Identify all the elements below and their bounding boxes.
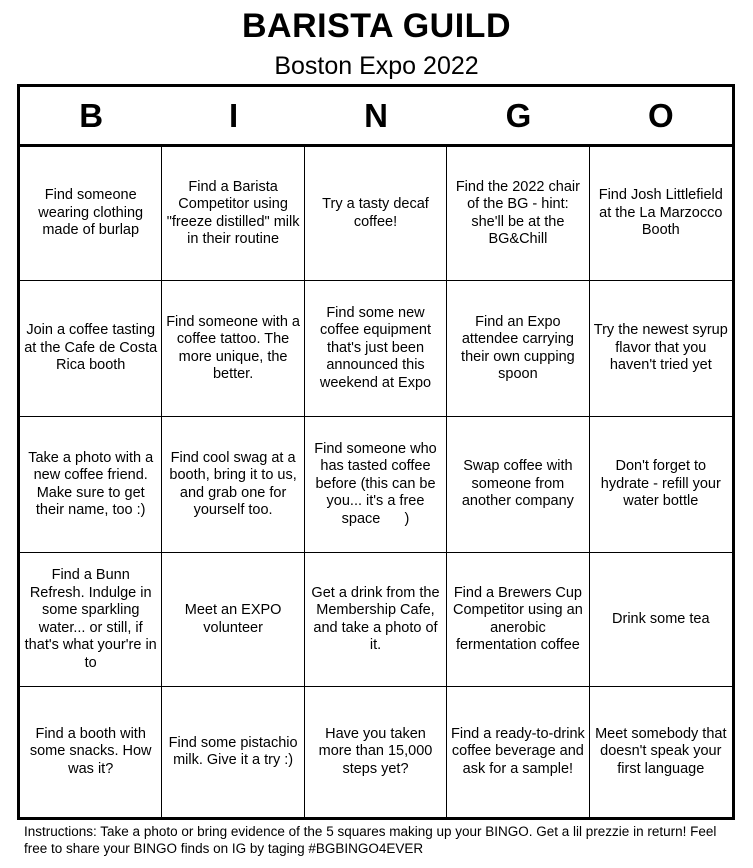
bingo-cell-r1-c4: Find the 2022 chair of the BG - hint: she'll be at the BG&Chill (447, 147, 589, 281)
page-subtitle: Boston Expo 2022 (274, 52, 479, 80)
bingo-grid (20, 147, 732, 817)
bingo-cell-r2-c4: Find an Expo attendee carrying their own cupping spoon (447, 281, 589, 417)
page-title: BARISTA GUILD (241, 7, 512, 45)
bingo-cell-r5-c3: Have you taken more than 15,000 steps yet? (305, 687, 447, 817)
bingo-cell-r3-c5: Don't forget to hydrate - refill your water bottle (590, 417, 732, 553)
bingo-cell-r4-c4: Find a Brewers Cup Competitor using an anerobic fermentation coffee (447, 553, 589, 687)
bingo-board (17, 84, 735, 820)
bingo-cell-r5-c2: Find some pistachio milk. Give it a try :) (162, 687, 304, 817)
bingo-letter-g: G (505, 97, 532, 134)
instructions-text: Instructions: Take a photo or bring evidence of the 5 squares making up your BINGO. Get a lil prezzie in return! Feel free to share your BINGO finds on IG by taging #BGBINGO4EVER (24, 824, 717, 856)
bingo-cell-r2-c1: Join a coffee tasting at the Cafe de Costa Rica booth (20, 281, 162, 417)
bingo-cell-r3-c3-free-space: Find someone who has tasted coffee before (this can be you... it's a free space ) (305, 417, 447, 553)
bingo-cell-r5-c4: Find a ready-to-drink coffee beverage and ask for a sample! (447, 687, 589, 817)
bingo-cell-r4-c1: Find a Bunn Refresh. Indulge in some sparkling water... or still, if that's what your're in to (20, 553, 162, 687)
bingo-cell-r1-c1: Find someone wearing clothing made of burlap (20, 147, 162, 281)
bingo-cell-r1-c3: Try a tasty decaf coffee! (305, 147, 447, 281)
bingo-letter-i: I (229, 97, 239, 134)
bingo-cell-r4-c5: Drink some tea (590, 553, 732, 687)
bingo-cell-r2-c3: Find some new coffee equipment that's just been announced this weekend at Expo (305, 281, 447, 417)
bingo-letter-n: N (364, 97, 388, 134)
bingo-cell-r3-c4: Swap coffee with someone from another company (447, 417, 589, 553)
bingo-letter-o: O (647, 97, 674, 134)
bingo-header-row (20, 87, 732, 147)
bingo-cell-r4-c3: Get a drink from the Membership Cafe, and take a photo of it. (305, 553, 447, 687)
bingo-cell-r5-c5: Meet somebody that doesn't speak your first language (595, 725, 727, 777)
bingo-cell-r5-c1: Find a booth with some snacks. How was it? (20, 687, 162, 817)
bingo-cell-r1-c5: Find Josh Littlefield at the La Marzocco Booth (590, 147, 732, 281)
bingo-cell-r2-c2: Find someone with a coffee tattoo. The more unique, the better. (162, 281, 304, 417)
bingo-cell-r4-c2: Meet an EXPO volunteer (162, 553, 304, 687)
bingo-cell-r1-c2: Find a Barista Competitor using "freeze distilled" milk in their routine (162, 147, 304, 281)
bingo-cell-r3-c2: Find cool swag at a booth, bring it to us, and grab one for yourself too. (162, 417, 304, 553)
bingo-cell-r2-c5: Try the newest syrup flavor that you haven't tried yet (590, 281, 732, 417)
bingo-cell-r3-c1: Take a photo with a new coffee friend. Make sure to get their name, too :) (20, 417, 162, 553)
bingo-letter-b: B (79, 97, 104, 134)
